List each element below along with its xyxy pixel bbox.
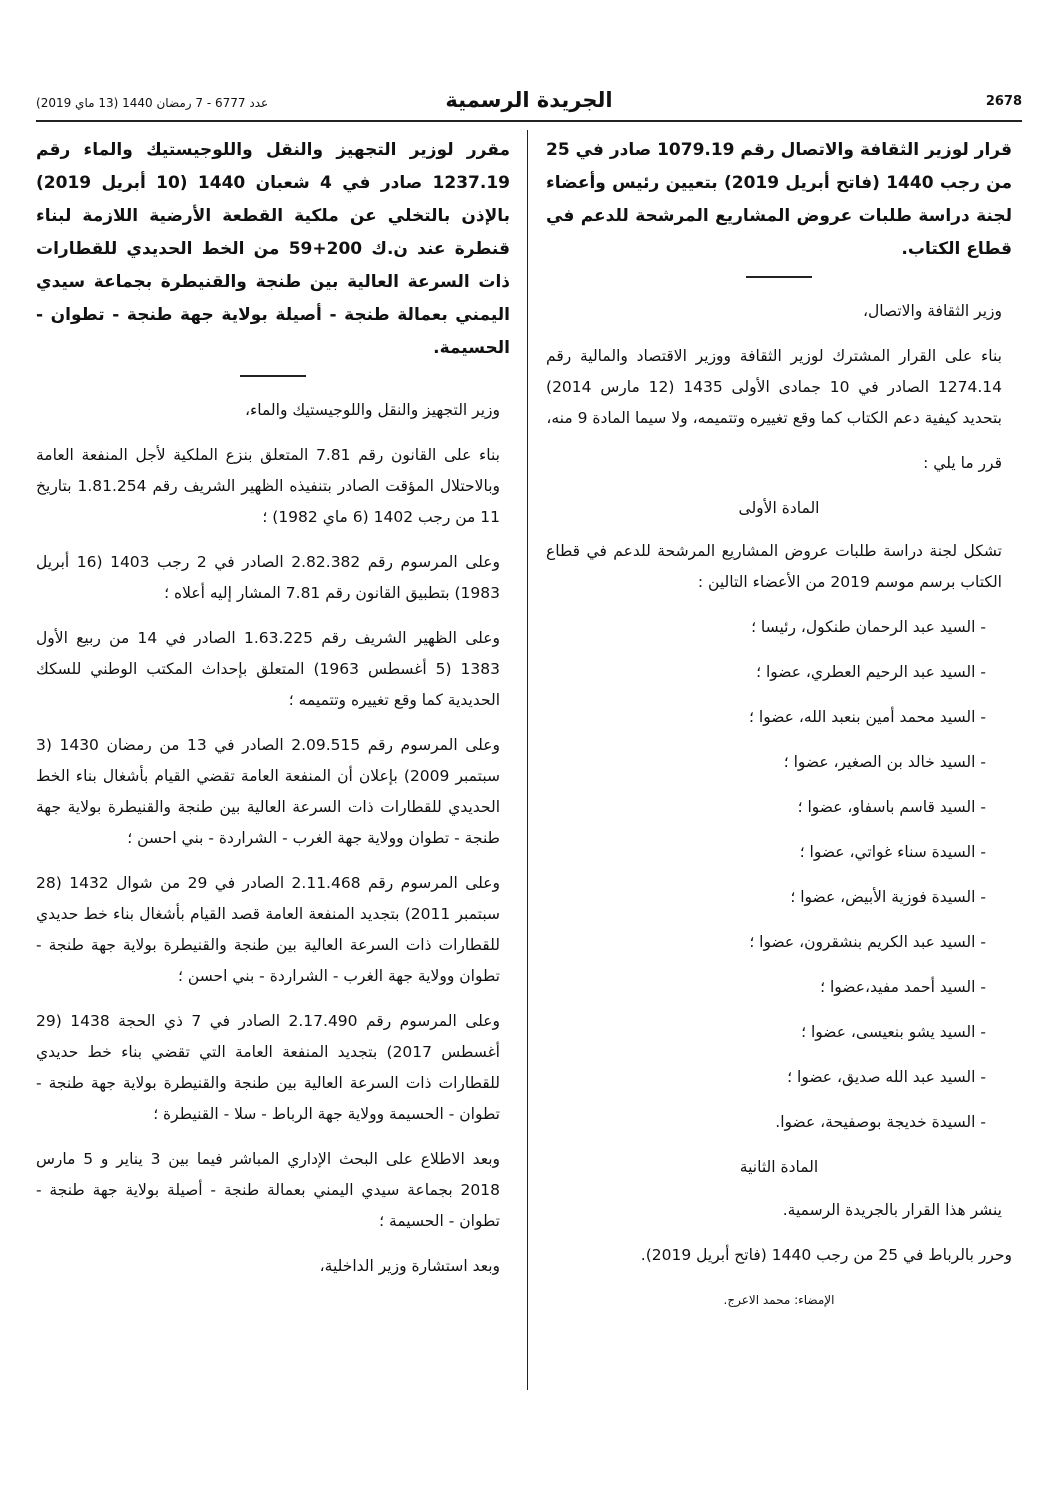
list-item: - السيد محمد أمين بنعبد الله، عضوا ؛	[546, 702, 986, 733]
list-item: - السيدة خديجة بوصفيحة، عضوا.	[546, 1107, 986, 1138]
decides-line: قرر ما يلي :	[923, 454, 1002, 472]
done-at-line: وحرر بالرباط في 25 من رجب 1440 (فاتح أبريل 2019).	[640, 1246, 1012, 1264]
list-item: - السيد عبد الرحمان طنكول، رئيسا ؛	[546, 612, 986, 643]
journal-title: الجريدة الرسمية	[445, 88, 613, 112]
recital-paragraph: وبعد استشارة وزير الداخلية،	[319, 1257, 500, 1275]
list-item: - السيد خالد بن الصغير، عضوا ؛	[546, 747, 986, 778]
recital-paragraph: وعلى الظهير الشريف رقم 1.63.225 الصادر في 14 من ربيع الأول 1383 (5 أغسطس 1963) المتعلق بإحداث المكتب الوطني للسكك الحديدية كما وقع تغييره وتتميمه ؛	[36, 629, 500, 709]
title-separator	[240, 375, 306, 377]
article-1-text: تشكل لجنة دراسة طلبات عروض المشاريع المرشحة للدعم في قطاع الكتاب برسم موسم 2019 من الأعضاء التالين :	[546, 542, 1002, 591]
column-divider	[527, 130, 528, 1390]
left-column	[36, 128, 510, 1296]
list-item: - السيد أحمد مفيد،عضوا ؛	[546, 972, 986, 1003]
page-header	[36, 88, 1022, 122]
decree-title-culture: قرار لوزير الثقافة والاتصال رقم 1079.19 صادر في 25 من رجب 1440 (فاتح أبريل 2019) بتعيين رئيس وأعضاء لجنة دراسة طلبات عروض المشاريع المرشحة للدعم في قطاع الكتاب.	[545, 140, 1012, 259]
recital-paragraph: وعلى المرسوم رقم 2.11.468 الصادر في 29 من شوال 1432 (28 سبتمبر 2011) بتجديد المنفعة العامة قصد القيام بأشغال بناء خط حديدي للقطارات ذات السرعة العالية بين طنجة والقنيطرة بولاية جهة طنجة - تطوان وولاية جهة الغرب - الشراردة - بني احسن ؛	[36, 874, 500, 985]
list-item: - السيد عبد الكريم بنشقرون، عضوا ؛	[546, 927, 986, 958]
list-item: - السيد عبد الله صديق، عضوا ؛	[546, 1062, 986, 1093]
article-1-heading: المادة الأولى	[738, 499, 820, 517]
list-item: - السيدة سناء غواتي، عضوا ؛	[546, 837, 986, 868]
recital-paragraph: وعلى المرسوم رقم 2.82.382 الصادر في 2 رجب 1403 (16 أبريل 1983) بتطبيق القانون رقم 7.81 المشار إليه أعلاه ؛	[36, 553, 500, 602]
authority-line: وزير الثقافة والاتصال،	[862, 302, 1002, 320]
list-item: - السيد قاسم باسفاو، عضوا ؛	[546, 792, 986, 823]
member-list	[546, 612, 1012, 1138]
article-2-heading: المادة الثانية	[739, 1158, 819, 1176]
decree-title-equipment: مقرر لوزير التجهيز والنقل واللوجيستيك والماء رقم 1237.19 صادر في 4 شعبان 1440 (10 أبريل 2019) بالإذن بالتخلي عن ملكية القطعة الأرضية اللازمة لبناء قنطرة عند ن.ك 200+59 من الخط الحديدي للقطارات ذات السرعة العالية بين طنجة والقنيطرة بجماعة سيدي اليمني بعمالة طنجة - أصيلة بولاية جهة طنجة - تطوان - الحسيمة.	[36, 140, 510, 358]
preamble-paragraph: بناء على القرار المشترك لوزير الثقافة ووزير الاقتصاد والمالية رقم 1274.14 الصادر في 10 جمادى الأولى 1435 (12 مارس 2014) بتحديد كيفية دعم الكتاب كما وقع تغييره وتتميمه، ولا سيما المادة 9 منه،	[546, 347, 1002, 427]
signature: الإمضاء: محمد الاعرج.	[723, 1293, 835, 1307]
page-number: 2678	[985, 94, 1022, 109]
recital-paragraph: وبعد الاطلاع على البحث الإداري المباشر فيما بين 3 يناير و 5 مارس 2018 بجماعة سيدي اليمني بعمالة طنجة - أصيلة بولاية جهة طنجة - تطوان - الحسيمة ؛	[36, 1150, 500, 1230]
list-item: - السيد عبد الرحيم العطري، عضوا ؛	[546, 657, 986, 688]
list-item: - السيدة فوزية الأبيض، عضوا ؛	[546, 882, 986, 913]
article-2-text: ينشر هذا القرار بالجريدة الرسمية.	[782, 1201, 1002, 1219]
list-item: - السيد يشو بنعيسى، عضوا ؛	[546, 1017, 986, 1048]
title-separator	[746, 276, 812, 278]
recital-paragraph: بناء على القانون رقم 7.81 المتعلق بنزع الملكية لأجل المنفعة العامة وبالاحتلال المؤقت الصادر بتنفيذه الظهير الشريف رقم 1.81.254 بتاريخ 11 من رجب 1402 (6 ماي 1982) ؛	[36, 446, 500, 526]
issue-info: عدد 6777 - 7 رمضان 1440 (13 ماي 2019)	[36, 96, 269, 110]
recital-paragraph: وعلى المرسوم رقم 2.09.515 الصادر في 13 من رمضان 1430 (3 سبتمبر 2009) بإعلان أن المنفعة العامة تقضي القيام بأشغال بناء الخط الحديدي للقطارات ذات السرعة العالية بين طنجة والقنيطرة بولاية جهة طنجة - تطوان وولاية جهة الغرب - الشراردة - بني احسن ؛	[36, 736, 500, 847]
recital-paragraph: وعلى المرسوم رقم 2.17.490 الصادر في 7 ذي الحجة 1438 (29 أغسطس 2017) بتجديد المنفعة العامة التي تقضي بناء خط حديدي للقطارات ذات السرعة العالية بين طنجة والقنيطرة بولاية جهة طنجة - تطوان - الحسيمة وولاية جهة الرباط - سلا - القنيطرة ؛	[36, 1012, 500, 1123]
authority-line: وزير التجهيز والنقل واللوجيستيك والماء،	[244, 401, 500, 419]
right-column	[546, 128, 1012, 1316]
